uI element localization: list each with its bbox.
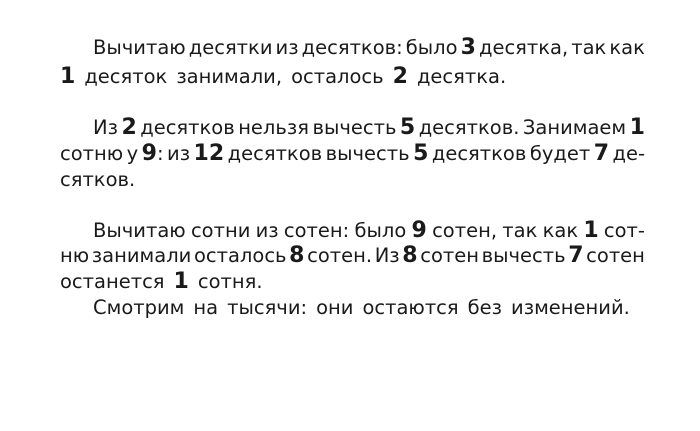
word-group [84,65,167,89]
word-group [420,244,479,268]
word-group [140,116,235,140]
word-group [523,116,626,140]
word: осталось [193,244,287,267]
word-group [393,65,408,89]
word-group [511,296,630,320]
word: будет [529,142,591,165]
word-group [568,244,583,268]
word-group [93,219,186,243]
word-group [167,142,190,166]
word: как [542,219,579,242]
word: сотен. [307,244,373,267]
word-group [302,36,403,60]
word-group [93,296,184,320]
word: так [502,219,538,242]
word: из [167,142,191,165]
text-line [60,36,645,60]
word-group [482,244,566,268]
number: 2 [392,64,408,89]
word: осталось [291,65,384,88]
word-group [60,244,89,268]
word: десятков. [418,116,520,139]
text-line [60,270,645,294]
word: Вычитаю [93,36,186,59]
number: 5 [399,115,416,140]
text-line [60,244,645,268]
word: занимали [91,244,192,267]
word-group [121,116,136,140]
word-group [227,296,307,320]
word: нельзя [238,116,309,139]
number: 5 [413,141,429,166]
word-group [142,142,164,166]
word-group [461,36,476,60]
word-group [238,116,309,140]
word: сотен, [432,219,498,242]
word: из [275,36,299,59]
word-group [316,296,353,320]
word-group [400,116,415,140]
word-group [530,142,590,166]
word-group [583,219,598,243]
word: у [126,142,139,165]
word: Из [374,244,400,267]
number: 1 [60,64,76,89]
number: 1 [173,269,189,294]
text-line [60,65,645,89]
number: 12 [193,141,225,166]
word-group [604,219,645,243]
word: они [316,296,354,319]
word-group [375,244,400,268]
word: на [193,296,219,319]
number: 9 [411,218,427,243]
word-group [413,142,428,166]
word-group [176,65,282,89]
word-group [291,65,384,89]
word-group [586,244,645,268]
word: ню [60,244,90,267]
word: де- [612,142,645,165]
number: 8 [402,243,418,268]
word-group [307,244,372,268]
word-group [326,142,410,166]
word-group [594,142,609,166]
number: 7 [593,141,609,166]
text-line [60,168,645,192]
word-group [194,244,287,268]
word-group [191,219,250,243]
word-group [92,244,192,268]
word: тысячи: [227,296,308,319]
word-group [93,36,186,60]
word: десяток [84,65,168,88]
word-group [194,142,225,166]
word-group [417,65,506,89]
word: сот- [603,219,645,242]
word-group [402,244,417,268]
word: из [255,219,279,242]
word: было [405,36,458,59]
word-group [189,36,273,60]
number: 1 [583,218,599,243]
word-group [406,36,458,60]
word-group [609,36,645,60]
word-group [174,270,189,294]
word-group [571,36,606,60]
text-line [60,142,645,166]
word-group [502,219,537,243]
word: сотню [60,142,124,165]
word: без [467,296,503,319]
word: десятка, [478,36,569,59]
word: сотен [586,244,645,267]
word-group [468,296,502,320]
word-group [479,36,568,60]
word: Занимаем [522,116,627,139]
word: десятки [188,36,273,59]
word: Из [93,116,118,139]
word: было [354,219,407,242]
word-group [412,219,427,243]
word: остаются [362,296,459,319]
word: занимали, [176,65,283,88]
number: 8 [289,243,305,268]
word-group [419,116,520,140]
word: останется [60,270,165,293]
word: десятков [431,142,527,165]
word: десятка. [416,65,507,88]
word-group [630,116,645,140]
word-group [432,142,527,166]
word: сятков. [60,168,136,191]
word: Вычитаю [93,219,186,242]
word: вычесть [325,142,410,165]
word: сотня. [197,270,263,293]
word-group [354,219,406,243]
text-line [60,116,645,140]
word: изменений. [511,296,630,319]
number: 1 [629,115,645,140]
word-group [60,65,75,89]
word-group [193,296,218,320]
number: 7 [568,243,584,268]
number: 2 [121,115,137,140]
word-group [312,116,396,140]
word-group [228,142,323,166]
word-group [60,270,165,294]
word: сотни [190,219,251,242]
word-group [284,219,349,243]
number: 3 [460,35,476,60]
word-group [256,219,279,243]
word: как [609,36,645,59]
word-group [93,116,118,140]
word-group [60,142,123,166]
word-group [60,168,135,192]
word: десятков [227,142,323,165]
word-group [612,142,645,166]
word: : [156,142,164,165]
word: так [571,36,607,59]
word: сотен [420,244,479,267]
word-group [198,270,263,294]
word: десятков: [301,36,403,59]
word-group [362,296,458,320]
word: вычесть [481,244,566,267]
word: сотен: [283,219,350,242]
text-line [60,296,645,320]
number: 9 [141,141,157,166]
word: десятков [140,116,235,139]
word-group [543,219,579,243]
word-group [432,219,497,243]
word-group [289,244,304,268]
word: Смотрим [93,296,185,319]
text-line [60,219,645,243]
word-group [276,36,299,60]
word: вычесть [312,116,397,139]
word-group [127,142,139,166]
